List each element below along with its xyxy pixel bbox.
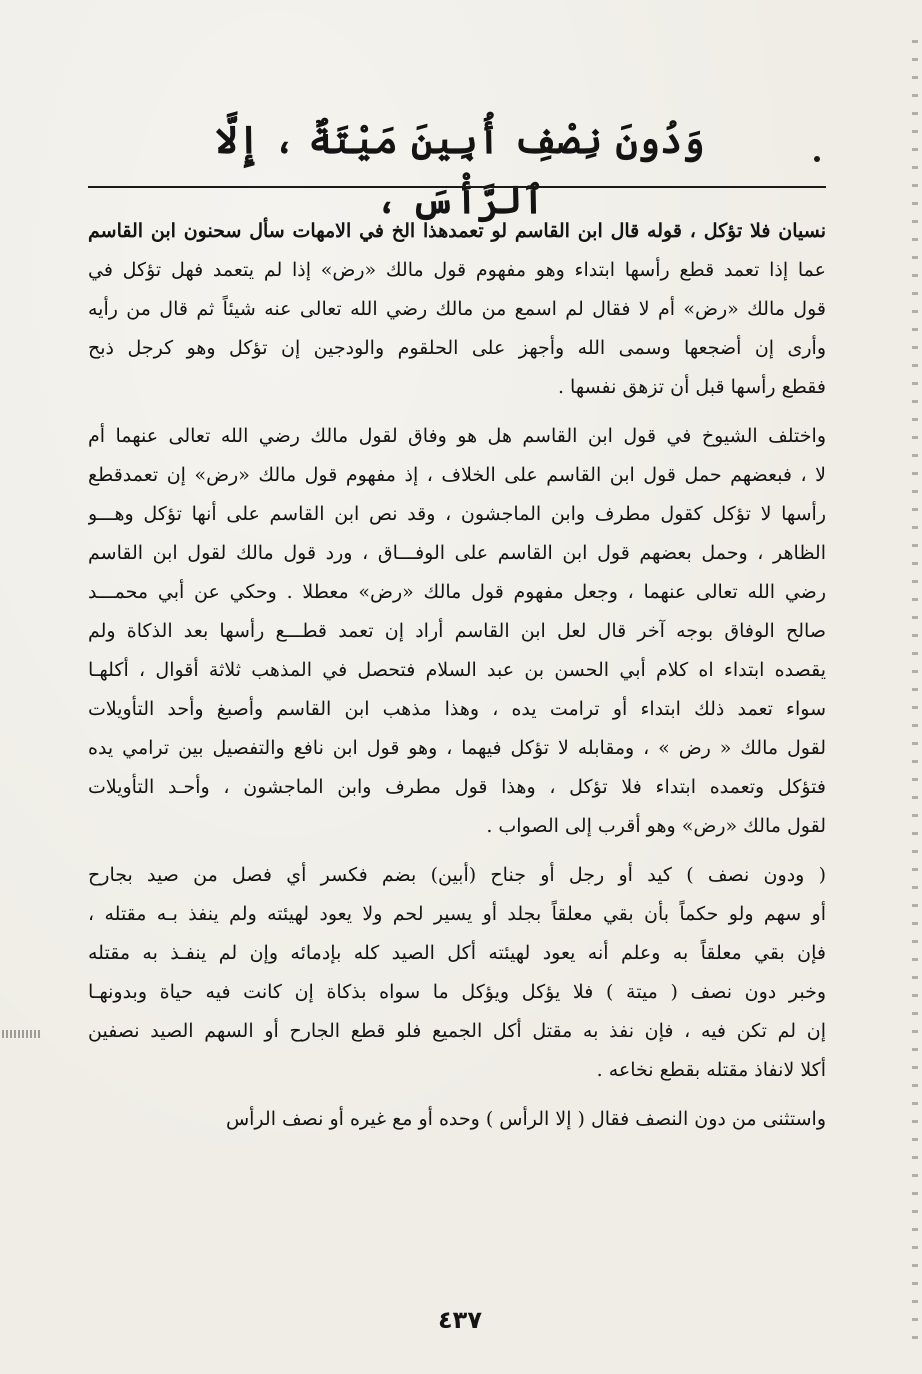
text-line: صالح الوفاق بوجه آخر قال لعل ابن القاسم أراد إن تعمد قطـــع رأسها بعد الذكاة ولم [88, 620, 826, 642]
text-line: فتؤكل وتعمده ابتداء فلا تؤكل ، وهذا قول مطرف وابن الماجشون ، وأحـد التأويلات [88, 776, 826, 798]
paragraph [88, 1100, 826, 1139]
text-line: رضي الله تعالى عنهما ، وجعل مفهوم قول مالك «رض» معطلا . وحكي عن أبي محمـــد [88, 581, 826, 603]
text-line: أكلا لانفاذ مقتله بقطع نخاعه . [596, 1059, 826, 1081]
margin-mark [2, 1030, 42, 1038]
page-header-verse: وَدُونَ نِصْفِ أُبِينَ مَيْتَةٌ ، إِلَّا ٱلرَّأْسَ ، [215, 117, 705, 222]
text-line: وخبر دون نصف ( ميتة ) فلا يؤكل ويؤكل ما سواه بذكاة إن كانت فيه حياة وبدونهـا [88, 981, 826, 1003]
text-line: فقطع رأسها قبل أن تزهق نفسها . [557, 376, 826, 398]
text-line: وأرى إن أضجعها وسمى الله وأجهز على الحلقوم والودجين إن تؤكل وهو كرجل ذبح [88, 337, 826, 359]
text-line: رأسها لا تؤكل كقول مطرف وابن الماجشون ، وقد نص ابن القاسم على أنها تؤكل وهـــو [88, 503, 826, 525]
paragraph [88, 417, 826, 846]
text-line: قول مالك «رض» أم لا فقال لم اسمع من مالك رضي الله تعالى عنه شيئاً ثم قال من رأيه [88, 298, 826, 320]
page-edge-shadow [912, 40, 918, 1340]
text-line: ( ودون نصف ) كيد أو رجل أو جناح (أبين) بضم فكسر أي فصل من صيد بجارح [88, 864, 826, 886]
paragraph [88, 856, 826, 1090]
text-line: فإن بقي معلقاً به وعلم أنه يعود لهيئته أكل الصيد كله بإدمائه وإن لم ينفـذ به مقتله [88, 942, 826, 964]
text-line: لقول مالك « رض » ، ومقابله لا تؤكل فيهما ، وهو قول ابن نافع والتفصيل بين ترامي يده [88, 737, 826, 759]
text-line: أو سهم ولو حكماً بأن بقي معلقاً بجلد أو يسير لحم ولا يعود لهيئته ولم ينفذ بـه مقتله ، [88, 903, 826, 925]
text-line: لقول مالك «رض» وهو أقرب إلى الصواب . [486, 815, 826, 837]
text-line: سواء تعمد ذلك ابتداء أو ترامت يده ، وهذا مذهب ابن القاسم وأصبغ وأحد التأويلات [88, 698, 826, 720]
text-line: الظاهر ، وحمل بعضهم قول ابن القاسم على الوفـــاق ، ورد قول مالك لقول ابن القاسم [88, 542, 826, 564]
text-line: عما إذا تعمد قطع رأسها ابتداء وهو مفهوم قول مالك «رض» إذا لم يتعمد فهل تؤكل في [88, 259, 826, 281]
text-line: يقصده ابتداء اه كلام أبي الحسن بن عبد السلام فتحصل في المذهب ثلاثة أقوال ، أكلهـا [88, 659, 826, 681]
header-rule [88, 186, 826, 188]
text-line: نسيان فلا تؤكل ، قوله قال ابن القاسم لو تعمدهذا الخ في الامهات سأل سحنون ابن القاسم [88, 220, 826, 242]
text-line: إن لم تكن فيه ، فإن نفذ به مقتل أكل الجميع فلو قطع الجارح أو السهم الصيد نصفين [88, 1020, 826, 1042]
text-line: واختلف الشيوخ في قول ابن القاسم هل هو وفاق لقول مالك رضي الله تعالى عنهما أم [88, 425, 826, 447]
text-line: لا ، فبعضهم حمل قول ابن القاسم على الخلاف ، إذ مفهوم قول مالك «رض» إن تعمدقطع [88, 464, 826, 486]
commentary-body [88, 212, 826, 1149]
page-number: ٤٣٧ [438, 1306, 482, 1334]
text-line: واستثنى من دون النصف فقال ( إلا الرأس ) وحده أو مع غيره أو نصف الرأس [225, 1108, 826, 1130]
header-dot-mark [814, 156, 820, 162]
paragraph [88, 212, 826, 407]
